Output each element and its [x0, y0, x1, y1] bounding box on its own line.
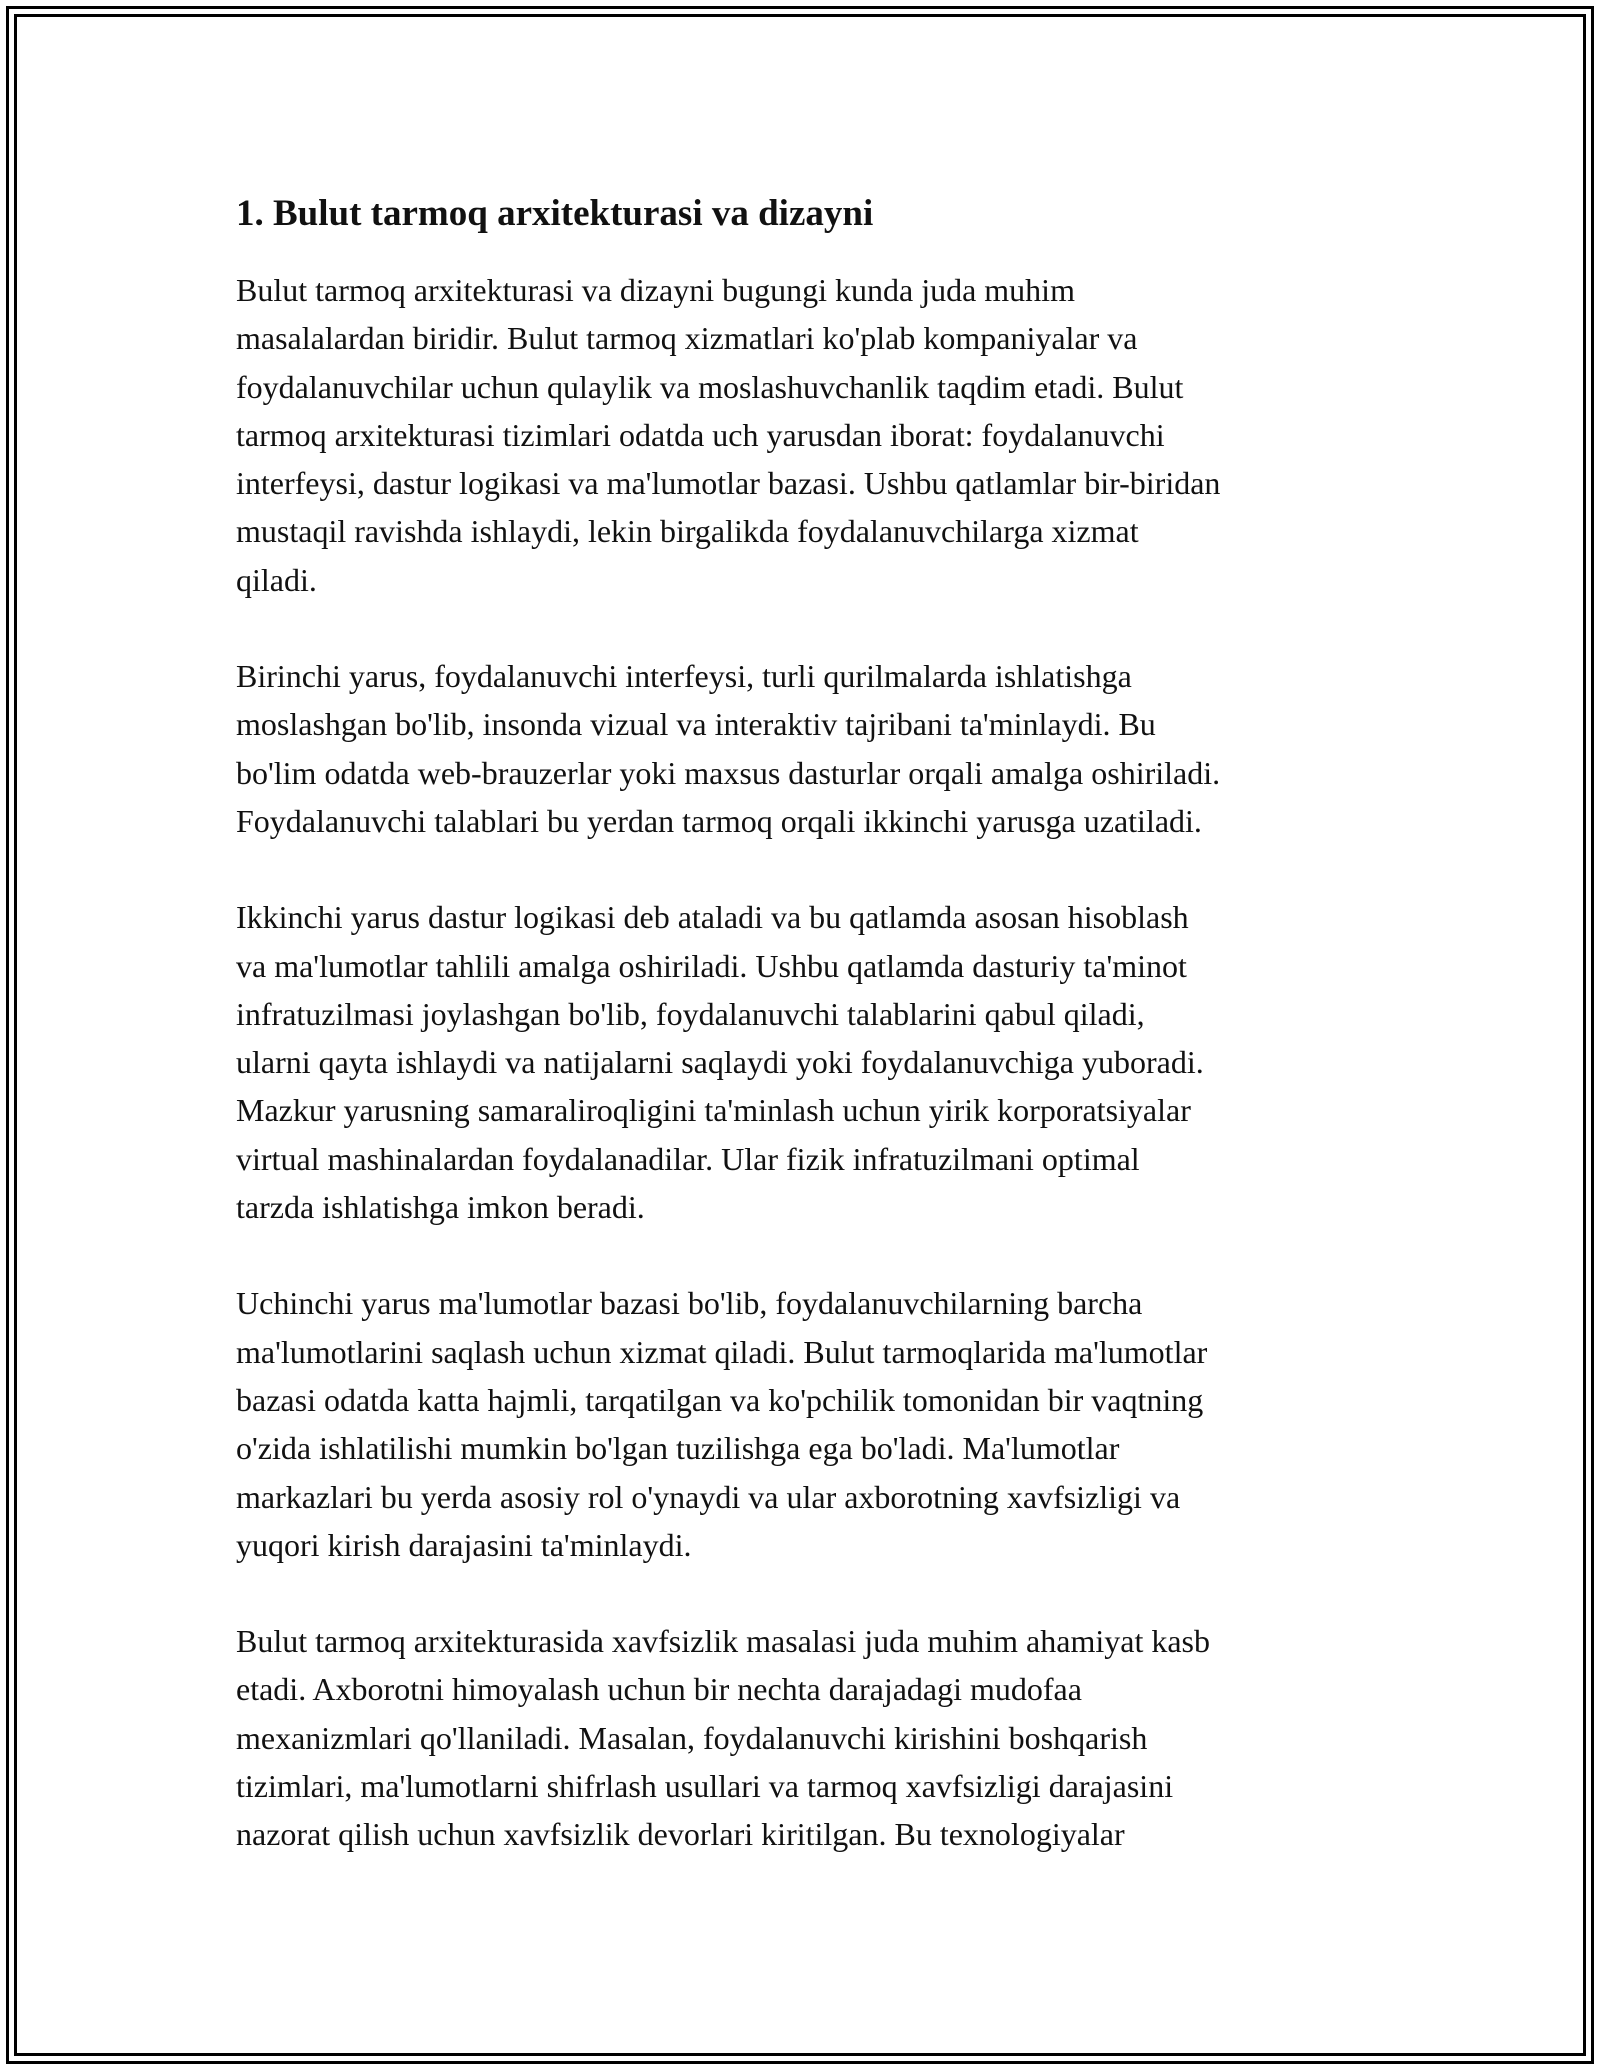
section-heading: 1. Bulut tarmoq arxitekturasi va dizayni — [236, 193, 874, 234]
text-line: markazlari bu yerda asosiy rol o'ynaydi va ular axborotning xavfsizligi va — [236, 1478, 1181, 1515]
text-line: interfeysi, dastur logikasi va ma'lumotlar bazasi. Ushbu qatlamlar bir-biridan — [236, 465, 1221, 502]
document-body — [236, 190, 1366, 1907]
text-line: tizimlari, ma'lumotlarni shifrlash usullari va tarmoq xavfsizligi darajasini — [236, 1768, 1174, 1805]
text-line: moslashgan bo'lib, insonda vizual va interaktiv tajribani ta'minlaydi. Bu — [236, 706, 1156, 743]
text-line: masalalardan biridir. Bulut tarmoq xizmatlari ko'plab kompaniyalar va — [236, 320, 1138, 357]
text-line: Uchinchi yarus ma'lumotlar bazasi bo'lib, foydalanuvchilarning barcha — [236, 1285, 1143, 1322]
text-line: bazasi odatda katta hajmli, tarqatilgan va ko'pchilik tomonidan bir vaqtning — [236, 1381, 1204, 1418]
paragraph-security — [236, 1617, 1366, 1858]
paragraph-first-tier — [236, 652, 1366, 845]
text-line: mustaqil ravishda ishlaydi, lekin birgalikda foydalanuvchilarga xizmat — [236, 513, 1139, 550]
text-line: ma'lumotlarini saqlash uchun xizmat qiladi. Bulut tarmoqlarida ma'lumotlar — [236, 1333, 1208, 1370]
text-line: o'zida ishlatilishi mumkin bo'lgan tuzilishga ega bo'ladi. Ma'lumotlar — [236, 1430, 1120, 1467]
text-line: Bulut tarmoq arxitekturasi va dizayni bugungi kunda juda muhim — [236, 272, 1075, 308]
text-line: bo'lim odatda web-brauzerlar yoki maxsus dasturlar orqali amalga oshiriladi. — [236, 754, 1221, 791]
text-line: mexanizmlari qo'llaniladi. Masalan, foydalanuvchi kirishini boshqarish — [236, 1719, 1148, 1756]
text-line: va ma'lumotlar tahlili amalga oshiriladi. Ushbu qatlamda dasturiy ta'minot — [236, 947, 1187, 984]
text-line: Bulut tarmoq arxitekturasida xavfsizlik masalasi juda muhim ahamiyat kasb — [236, 1623, 1210, 1660]
paragraph-second-tier — [236, 893, 1366, 1231]
text-line: infratuzilmasi joylashgan bo'lib, foydalanuvchi talablarini qabul qiladi, — [236, 995, 1145, 1032]
text-line: tarzda ishlatishga imkon beradi. — [236, 1189, 645, 1226]
text-line: tarmoq arxitekturasi tizimlari odatda uch yarusdan iborat: foydalanuvchi — [236, 416, 1165, 453]
text-line: foydalanuvchilar uchun qulaylik va moslashuvchanlik taqdim etadi. Bulut — [236, 368, 1184, 405]
paragraph-third-tier — [236, 1279, 1366, 1569]
text-line: nazorat qilish uchun xavfsizlik devorlari kiritilgan. Bu texnologiyalar — [236, 1816, 1125, 1853]
text-line: virtual mashinalardan foydalanadilar. Ular fizik infratuzilmani optimal — [236, 1140, 1140, 1177]
text-line: Birinchi yarus, foydalanuvchi interfeysi, turli qurilmalarda ishlatishga — [236, 658, 1132, 695]
text-line: etadi. Axborotni himoyalash uchun bir nechta darajadagi mudofaa — [236, 1671, 1082, 1708]
text-line: Ikkinchi yarus dastur logikasi deb ataladi va bu qatlamda asosan hisoblash — [236, 899, 1189, 936]
text-line: qiladi. — [236, 561, 317, 598]
text-line: Foydalanuvchi talablari bu yerdan tarmoq orqali ikkinchi yarusga uzatiladi. — [236, 802, 1202, 839]
text-line: ularni qayta ishlaydi va natijalarni saqlaydi yoki foydalanuvchiga yuboradi. — [236, 1044, 1204, 1081]
text-line: yuqori kirish darajasini ta'minlaydi. — [236, 1526, 692, 1563]
text-line: Mazkur yarusning samaraliroqligini ta'minlash uchun yirik korporatsiyalar — [236, 1092, 1191, 1129]
paragraph-intro — [236, 266, 1366, 604]
